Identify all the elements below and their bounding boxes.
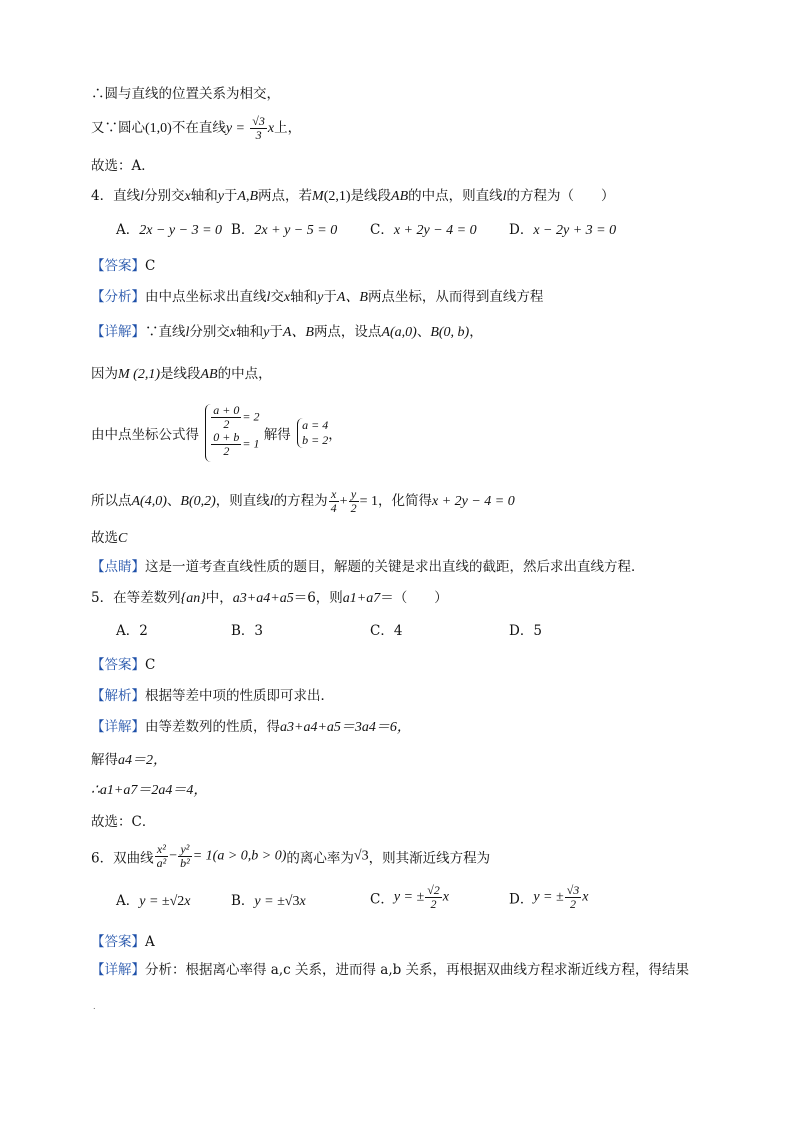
option-a: A．2x − y − 3 = 0 [116, 222, 223, 238]
option-c: C．x + 2y − 4 = 0 [370, 222, 477, 238]
equation-system: $\frac{a + 0}{2}$ = 2 $\frac{0 + b}{2}$ = 1 [205, 404, 259, 462]
option-b: B．2x + y − 5 = 0 [231, 222, 338, 238]
text-line: 因为M (2,1)是线段AB的中点， [91, 366, 272, 382]
text-line [91, 115, 301, 142]
comment-line: 【点睛】这是一道考查直线性质的题目，解题的关键是求出直线的截距，然后求出直线方程． [91, 559, 645, 575]
text-line: ∴a1+a7＝2a4＝4， [91, 783, 208, 798]
question-5-stem: 5．在等差数列{an}中，a3+a4+a5＝6，则a1+a7＝（ ） [91, 590, 448, 606]
text: 故选：A． [91, 158, 155, 174]
answer-line: 【答案】C [91, 258, 156, 274]
option-c: C．4 [370, 623, 403, 639]
text-line: 故选：C． [91, 814, 156, 830]
option-a: A．2 [116, 623, 148, 639]
question-4-stem: 4．直线l分别交x轴和y于A,B两点，若M(2,1)是线段AB的中点，则直线l的方程为（ ） [91, 188, 615, 204]
answer-line: 【答案】C [91, 657, 156, 673]
text-line [91, 156, 155, 176]
text-line: 故选C [91, 530, 128, 546]
text: ∴圆与直线的位置关系为相交， [91, 86, 280, 102]
math: y = [225, 121, 245, 136]
trailing-dot: . [93, 1002, 96, 1011]
solution-system: a = 4 b = 2 [297, 418, 328, 448]
detail-line: 【详解】∵直线l分别交x轴和y于A、B两点，设点A(a,0)、B(0, b)， [91, 324, 483, 340]
option-d: D．y = ± $\frac{√3}{2}$ x [509, 883, 589, 911]
option-b: B．y = ±√3x [231, 893, 306, 909]
text-line: 解得a4＝2， [91, 752, 167, 768]
text: 上， [274, 120, 302, 136]
text: 不在直线 [171, 120, 226, 136]
system-line: 由中点坐标公式得 $\frac{a + 0}{2}$ = 2 $\frac{0 + b}{2}$ = 1 解得 a = 4 b = 2 ， [91, 404, 342, 462]
option-b: B．3 [231, 623, 264, 639]
answer-line: 【答案】A [91, 934, 155, 950]
text: 又∵圆心 [91, 120, 145, 136]
fraction: $\frac{√3}{3}$ [252, 114, 265, 142]
text-line [91, 84, 280, 104]
analysis-line: 【解析】根据等差中项的性质即可求出． [91, 688, 334, 704]
option-a: A．y = ±√2x [116, 893, 191, 909]
math: (1,0) [145, 121, 172, 136]
option-c: C．y = ± $\frac{√2}{2}$ x [370, 883, 450, 911]
option-d: D．5 [509, 623, 542, 639]
detail-line: 【详解】分析：根据离心率得 a,c 关系，进而得 a,b 关系，再根据双曲线方程求渐近线方程，得结果 [91, 962, 690, 978]
math: x [267, 121, 275, 136]
detail-line: 【详解】由等差数列的性质，得a3+a4+a5＝3a4＝6， [91, 719, 411, 735]
option-d: D．x − 2y + 3 = 0 [509, 222, 617, 238]
analysis-line: 【分析】由中点坐标求出直线l交x轴和y于A、B两点坐标，从而得到直线方程 [91, 289, 544, 305]
text-line: 所以点A(4,0)、B(0,2)，则直线l的方程为 $\frac{x}{4}$ + $\frac{y}{2}$ = 1，化简得x + 2y − 4 = 0 [91, 487, 515, 515]
question-6-stem: 6．双曲线 $\frac{\text{x²}}{\text{a²}}$ − $\frac{\text{y²}}{\text{b²}}$ = 1(a > 0,b > 0)的离心率为√3，则其渐近线方程为 [91, 842, 491, 870]
